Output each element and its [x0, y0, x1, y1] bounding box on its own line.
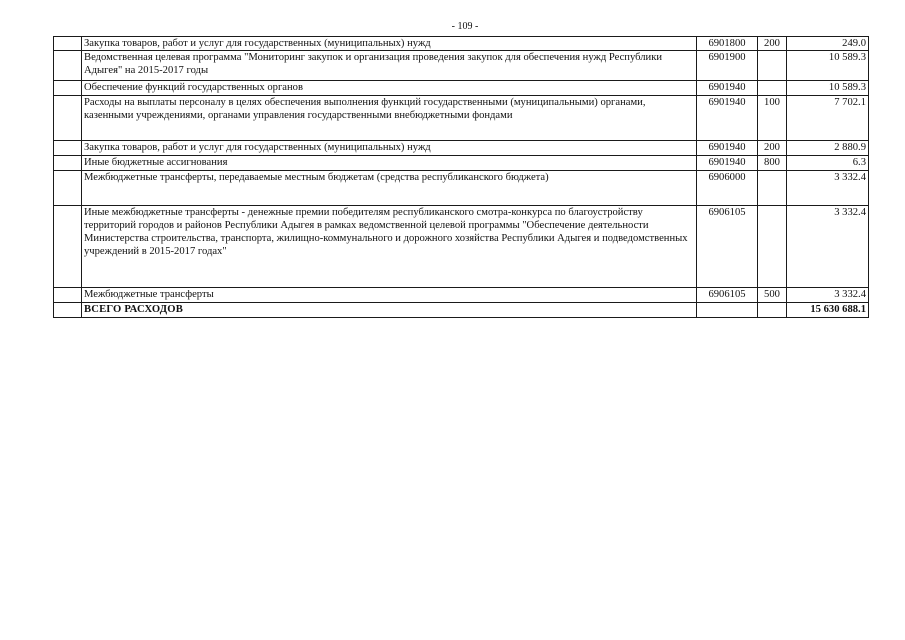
amount-cell: 3 332.4 — [787, 288, 869, 303]
table-row — [54, 96, 869, 141]
expense-type-cell: 500 — [758, 288, 787, 303]
index-cell — [54, 156, 82, 171]
target-code-cell: 6901940 — [697, 156, 758, 171]
expense-name-cell: Закупка товаров, работ и услуг для государственных (муниципальных) нужд — [82, 141, 697, 156]
amount-cell: 2 880.9 — [787, 141, 869, 156]
total-label: ВСЕГО РАСХОДОВ — [82, 303, 697, 318]
index-cell — [54, 96, 82, 141]
page-number: - 109 - — [451, 21, 479, 32]
table-row — [54, 156, 869, 171]
expense-name-cell: Закупка товаров, работ и услуг для государственных (муниципальных) нужд — [82, 37, 697, 51]
target-code-cell — [697, 303, 758, 318]
amount-cell: 10 589.3 — [787, 81, 869, 96]
expense-name-cell: Межбюджетные трансферты — [82, 288, 697, 303]
target-code-cell: 6901800 — [697, 37, 758, 51]
amount-cell: 249.0 — [787, 37, 869, 51]
expense-name-cell: Межбюджетные трансферты, передаваемые местным бюджетам (средства республиканского бюджета) — [82, 171, 697, 206]
expense-name-cell: Иные бюджетные ассигнования — [82, 156, 697, 171]
amount-cell: 3 332.4 — [787, 171, 869, 206]
index-cell — [54, 303, 82, 318]
target-code-cell: 6901940 — [697, 96, 758, 141]
expense-type-cell — [758, 171, 787, 206]
index-cell — [54, 171, 82, 206]
amount-cell: 6.3 — [787, 156, 869, 171]
expense-type-cell — [758, 303, 787, 318]
expense-name-cell: Расходы на выплаты персоналу в целях обеспечения выполнения функций государственными (муниципальными) органами, казенными учреждениями, органами управления государственными внебюджетными фондами — [82, 96, 697, 141]
target-code-cell: 6901940 — [697, 81, 758, 96]
target-code-cell: 6901940 — [697, 141, 758, 156]
expense-name-cell: Ведомственная целевая программа "Мониторинг закупок и организация проведения закупок для обеспечения нужд Республики Адыгея" на 2015-2017 годы — [82, 51, 697, 81]
total-row — [54, 303, 869, 318]
index-cell — [54, 141, 82, 156]
target-code-cell: 6906105 — [697, 206, 758, 288]
expense-type-cell: 200 — [758, 37, 787, 51]
index-cell — [54, 288, 82, 303]
expense-name-cell: Иные межбюджетные трансферты - денежные премии победителям республиканского смотра-конкурса по благоустройству территорий городов и районов Республики Адыгея в рамках ведомственной целевой программы "Обеспечение деятельности Министерства строительства, транспорта, жилищно-коммунального и дорожного хозяйства Республики Адыгея и подведомственных учреждений в 2015-2017 годах" — [82, 206, 697, 288]
target-code-cell: 6901900 — [697, 51, 758, 81]
budget-table — [53, 36, 869, 318]
table-row — [54, 51, 869, 81]
target-code-cell: 6906105 — [697, 288, 758, 303]
amount-cell: 7 702.1 — [787, 96, 869, 141]
index-cell — [54, 37, 82, 51]
expense-type-cell — [758, 206, 787, 288]
expense-type-cell: 100 — [758, 96, 787, 141]
table-row — [54, 171, 869, 206]
expense-type-cell — [758, 81, 787, 96]
target-code-cell: 6906000 — [697, 171, 758, 206]
table-row — [54, 141, 869, 156]
amount-cell: 3 332.4 — [787, 206, 869, 288]
table-row — [54, 288, 869, 303]
expense-type-cell: 800 — [758, 156, 787, 171]
index-cell — [54, 206, 82, 288]
expense-type-cell: 200 — [758, 141, 787, 156]
total-amount: 15 630 688.1 — [787, 303, 869, 318]
table-row — [54, 37, 869, 51]
expense-name-cell: Обеспечение функций государственных органов — [82, 81, 697, 96]
index-cell — [54, 51, 82, 81]
amount-cell: 10 589.3 — [787, 51, 869, 81]
table-row — [54, 81, 869, 96]
expense-type-cell — [758, 51, 787, 81]
table-row — [54, 206, 869, 288]
index-cell — [54, 81, 82, 96]
